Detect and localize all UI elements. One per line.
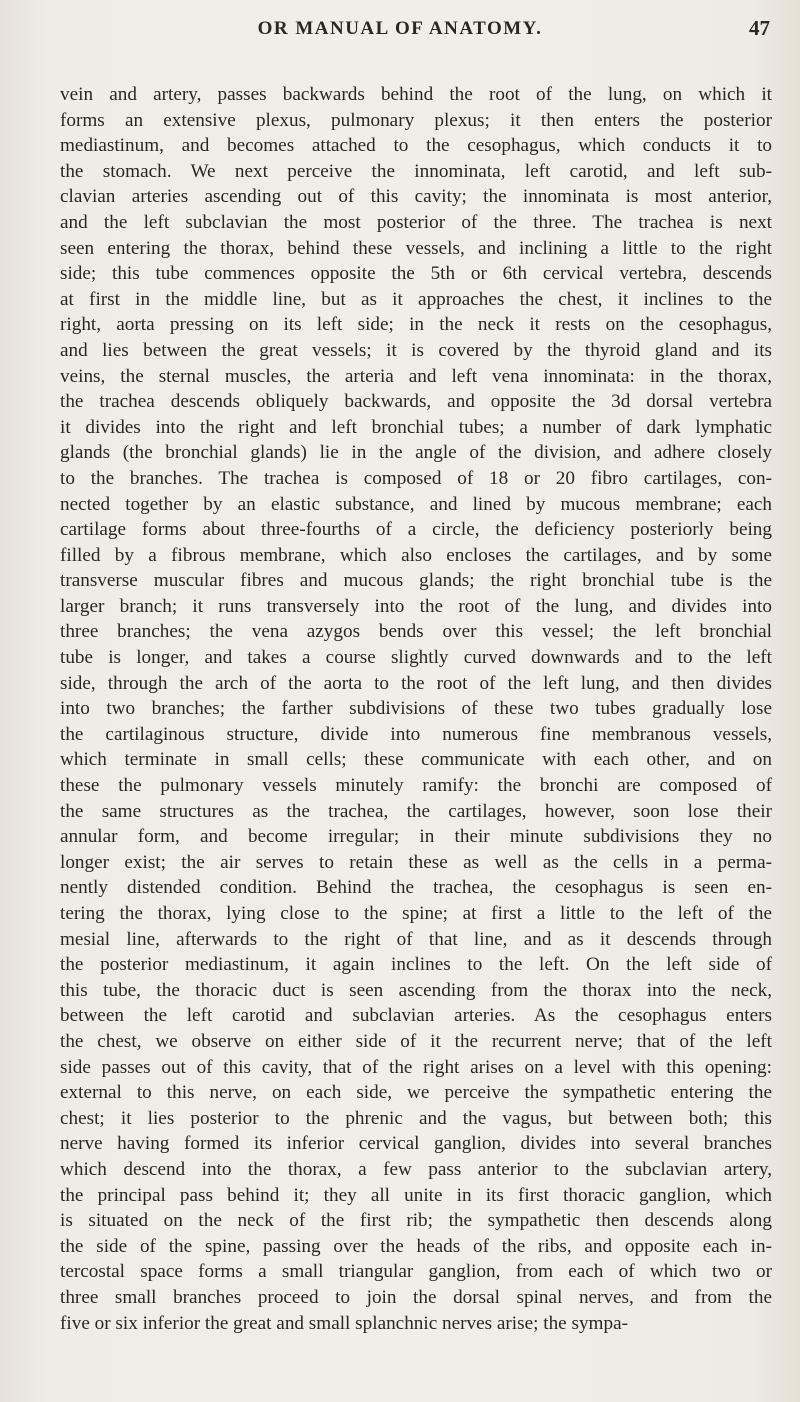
page-number: 47 [749, 16, 770, 40]
text-line: the chest, we observe on either side of it the recurrent nerve; that of the left [60, 1030, 772, 1052]
text-line: tercostal space forms a small triangular ganglion, from each of which two or [60, 1261, 772, 1283]
text-line: seen entering the thorax, behind these vessels, and inclining a little to the right [60, 237, 772, 259]
text-line: into two branches; the farther subdivisions of these two tubes gradually lose [60, 698, 772, 720]
text-line: larger branch; it runs transversely into the root of the lung, and divides into [60, 595, 772, 617]
text-line: veins, the sternal muscles, the arteria and left vena innominata: in the thorax, [60, 365, 772, 387]
page-header [0, 10, 800, 46]
text-line: and the left subclavian the most posterior of the three. The trachea is next [60, 211, 772, 233]
text-line: side, through the arch of the aorta to the root of the left lung, and then divides [60, 672, 772, 694]
text-line: the trachea descends obliquely backwards, and opposite the 3d dorsal vertebra [60, 391, 772, 413]
text-line: tube is longer, and takes a course slightly curved downwards and to the left [60, 647, 772, 669]
text-line: the side of the spine, passing over the heads of the ribs, and opposite each in- [60, 1235, 772, 1257]
text-line: longer exist; the air serves to retain these as well as the cells in a perma- [60, 851, 772, 873]
text-line: to the branches. The trachea is composed of 18 or 20 fibro cartilages, con- [60, 467, 772, 489]
text-line: vein and artery, passes backwards behind the root of the lung, on which it [60, 84, 772, 105]
text-line: nected together by an elastic substance, and lined by mucous membrane; each [60, 493, 772, 515]
text-line: the posterior mediastinum, it again inclines to the left. On the left side of [60, 954, 772, 976]
text-line: side passes out of this cavity, that of the right arises on a level with this opening: [60, 1056, 772, 1078]
text-line: tering the thorax, lying close to the spine; at first a little to the left of the [60, 903, 772, 924]
text-line: at first in the middle line, but as it approaches the chest, it inclines to the [60, 288, 772, 310]
text-line: three branches; the vena azygos bends over this vessel; the left bronchial [60, 621, 772, 643]
text-line: which terminate in small cells; these communicate with each other, and on [60, 749, 772, 771]
text-line: which descend into the thorax, a few pass anterior to the subclavian artery, [60, 1158, 772, 1180]
text-line: the cartilaginous structure, divide into numerous fine membranous vessels, [60, 723, 772, 745]
text-line: nerve having formed its inferior cervical ganglion, divides into several branches [60, 1133, 772, 1155]
text-line: transverse muscular fibres and mucous glands; the right bronchial tube is the [60, 570, 772, 592]
text-line: is situated on the neck of the first rib; the sympathetic then descends along [60, 1210, 772, 1232]
running-head: OR MANUAL OF ANATOMY. [257, 18, 543, 39]
text-line: external to this nerve, on each side, we perceive the sympathetic entering the [60, 1082, 772, 1104]
body-text [60, 82, 772, 1336]
text-line: glands (the bronchial glands) lie in the angle of the division, and adhere closely [60, 442, 772, 464]
text-line: clavian arteries ascending out of this cavity; the innominata is most anterior, [60, 186, 772, 208]
text-line: these the pulmonary vessels minutely ramify: the bronchi are composed of [60, 775, 772, 797]
text-line: mesial line, afterwards to the right of that line, and as it descends through [60, 928, 772, 950]
text-line: the principal pass behind it; they all unite in its first thoracic ganglion, which [60, 1184, 772, 1206]
text-line: the same structures as the trachea, the cartilages, however, soon lose their [60, 800, 772, 822]
text-line: five or six inferior the great and small splanchnic nerves arise; the sympa- [60, 1312, 628, 1334]
text-line: cartilage forms about three-fourths of a circle, the deficiency posteriorly being [60, 519, 772, 541]
text-line: and lies between the great vessels; it is covered by the thyroid gland and its [60, 339, 772, 361]
text-line: mediastinum, and becomes attached to the cesophagus, which conducts it to [60, 135, 772, 157]
text-line: between the left carotid and subclavian arteries. As the cesophagus enters [60, 1005, 772, 1027]
text-line: side; this tube commences opposite the 5th or 6th cervical vertebra, descends [60, 263, 772, 285]
text-line: filled by a fibrous membrane, which also encloses the cartilages, and by some [60, 544, 772, 566]
text-line: it divides into the right and left bronchial tubes; a number of dark lymphatic [60, 416, 772, 438]
text-line: nently distended condition. Behind the trachea, the cesophagus is seen en- [60, 877, 772, 899]
text-line: annular form, and become irregular; in their minute subdivisions they no [60, 826, 772, 848]
text-line: forms an extensive plexus, pulmonary plexus; it then enters the posterior [60, 109, 772, 131]
text-line: three small branches proceed to join the dorsal spinal nerves, and from the [60, 1286, 772, 1308]
text-line: the stomach. We next perceive the innominata, left carotid, and left sub- [60, 160, 772, 182]
text-line: chest; it lies posterior to the phrenic and the vagus, but between both; this [60, 1107, 772, 1129]
text-line: right, aorta pressing on its left side; in the neck it rests on the cesophagus, [60, 314, 772, 336]
text-line: this tube, the thoracic duct is seen ascending from the thorax into the neck, [60, 979, 772, 1001]
